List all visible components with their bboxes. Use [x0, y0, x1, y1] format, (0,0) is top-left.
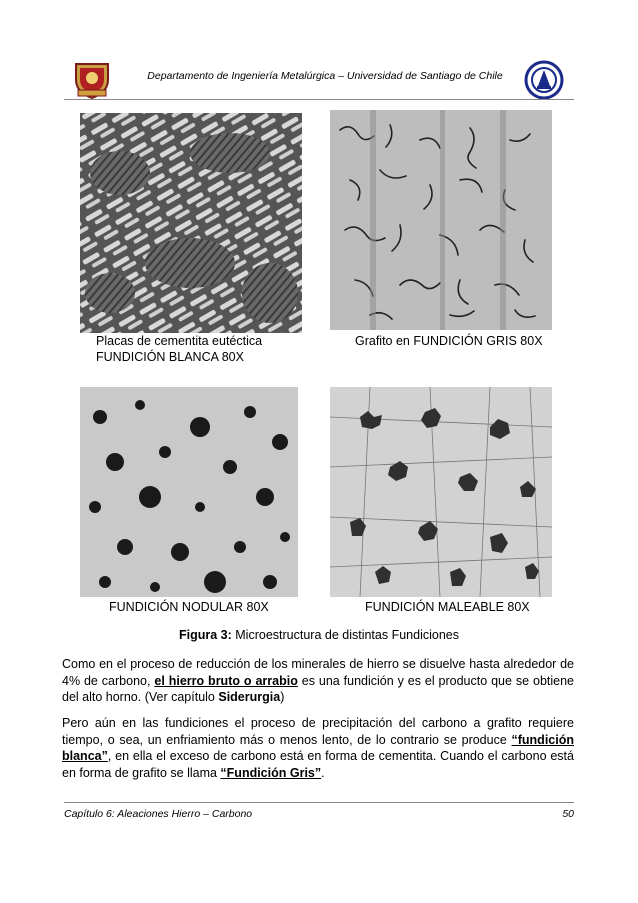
figure-caption-label: Figura 3:: [179, 628, 232, 642]
paragraph-1-text-c: ): [280, 690, 285, 704]
caption-gray: Grafito en FUNDICIÓN GRIS 80X: [355, 334, 543, 348]
paragraph-1-text-b: es una fundición y es el producto que se obtiene del alto horno. (Ver capítulo: [62, 673, 574, 704]
paragraph-2-bold-fundicion-gris: “Fundición Gris”: [220, 765, 322, 780]
paragraph-2: [62, 715, 574, 781]
department-emblem-logo: [524, 60, 564, 100]
figure-caption: [0, 628, 638, 642]
micrograph-gray-cast-iron: [330, 110, 552, 330]
caption-white-line2: FUNDICIÓN BLANCA 80X: [96, 350, 244, 364]
paragraph-2-text-b: , en ella el exceso de carbono está en forma de cementita. Cuando el carbono está en forma de grafito se llama: [62, 749, 574, 780]
caption-malleable: FUNDICIÓN MALEABLE 80X: [365, 600, 530, 614]
paragraph-1-text-a: Como en el proceso de reducción de los minerales de hierro se disuelve hasta alrededor de 4% de carbono,: [62, 657, 574, 688]
footer-rule: [64, 802, 574, 803]
header-rule: [64, 99, 574, 100]
paragraph-1: [62, 656, 574, 706]
university-crest-logo: [70, 60, 114, 100]
footer-chapter: Capítulo 6: Aleaciones Hierro – Carbono: [64, 808, 253, 820]
paragraph-2-text-a: Pero aún en las fundiciones el proceso de precipitación del carbono a grafito requiere tiempo, o sea, un enfriamiento más o menos lento, de lo contrario se produce: [62, 716, 574, 747]
paragraph-2-text-c: .: [321, 765, 325, 780]
paragraph-1-bold-arrabio: el hierro bruto o arrabio: [154, 673, 298, 688]
caption-white-line1: Placas de cementita eutéctica: [96, 334, 263, 348]
footer-page-number: 50: [562, 808, 574, 820]
micrograph-malleable-cast-iron: [330, 387, 552, 597]
paragraph-2-bold-fundicion-blanca: “fundición blanca”: [62, 732, 574, 763]
paragraph-1-bold-siderurgia: Siderurgia: [218, 690, 281, 704]
micrograph-white-cast-iron: [80, 113, 302, 333]
header-text: Departamento de Ingeniería Metalúrgica – Universidad de Santiago de Chile: [147, 70, 503, 82]
caption-nodular: FUNDICIÓN NODULAR 80X: [109, 600, 269, 614]
micrograph-nodular-cast-iron: [80, 387, 298, 597]
figure-caption-text: Microestructura de distintas Fundiciones: [231, 628, 459, 642]
